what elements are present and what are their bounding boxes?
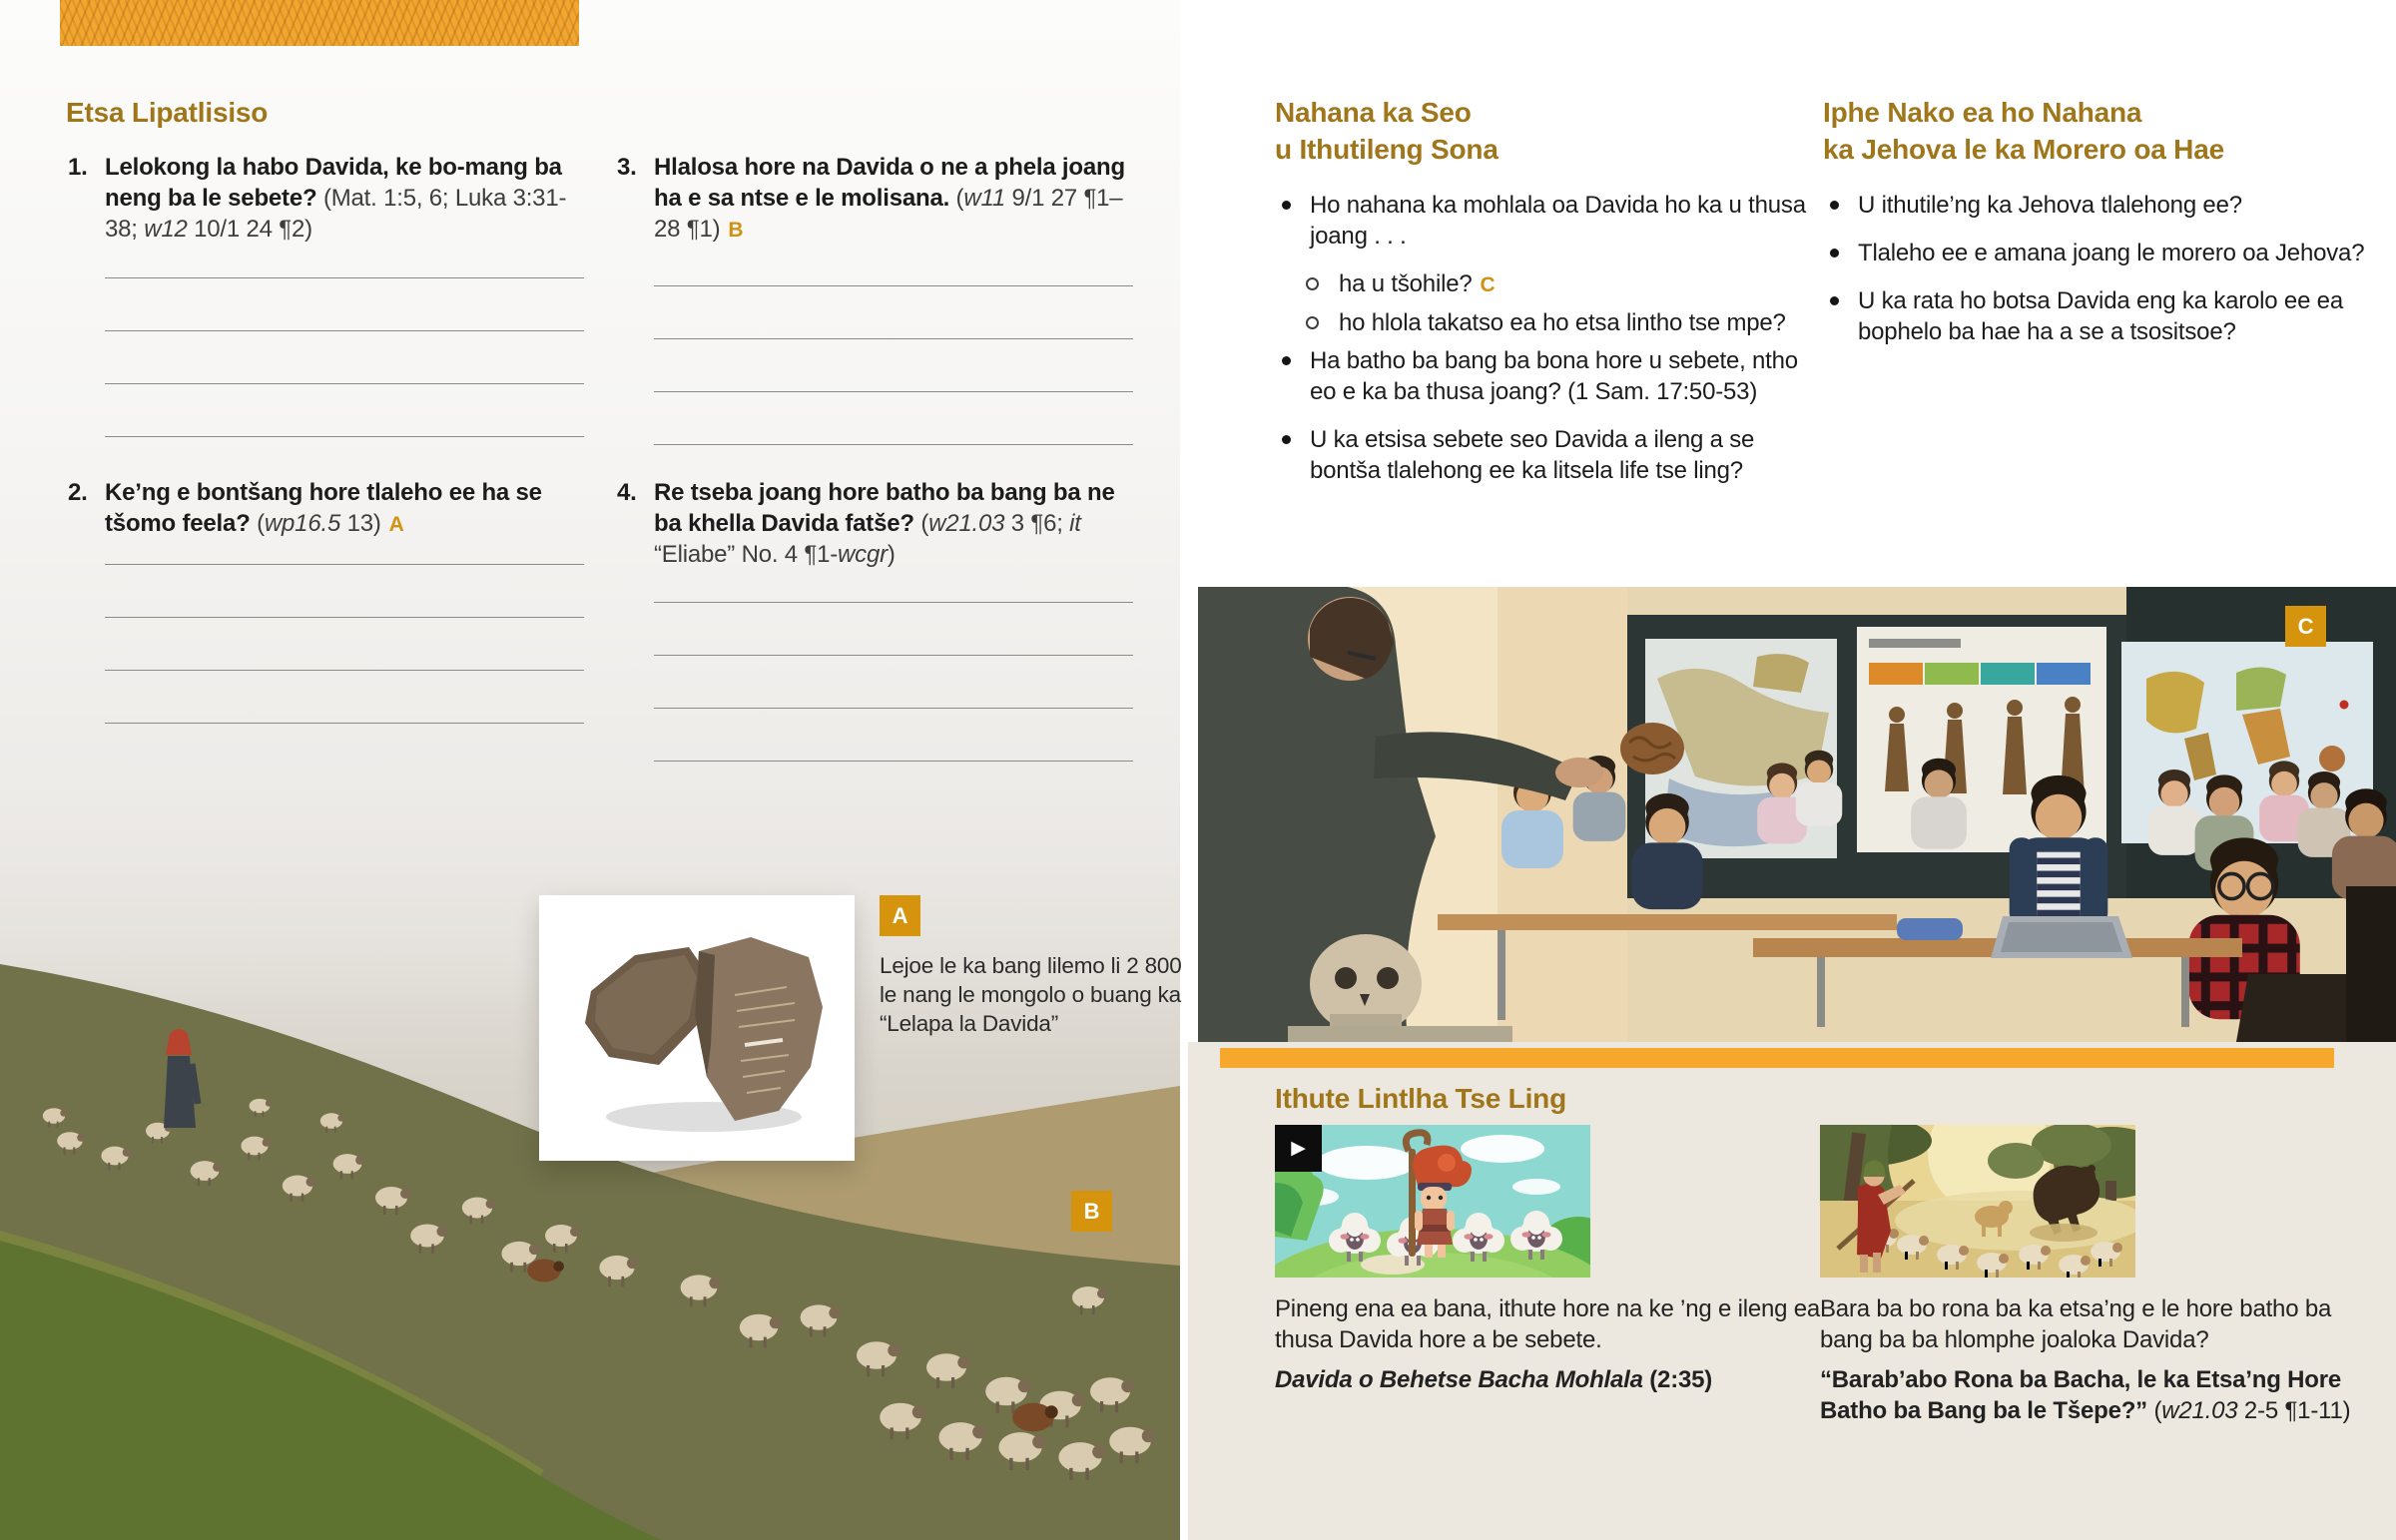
question-3 — [617, 152, 1128, 246]
discuss-section-title — [1275, 94, 1814, 168]
artifact-caption: Lejoe le ka bang lilemo li 2 800 le nang le mongolo o buang ka “Lelapa la Davida” — [880, 953, 1182, 1036]
meditate-bullet-list — [1823, 190, 2370, 364]
discuss-bullet-list — [1275, 190, 1811, 503]
answer-writing-line[interactable] — [105, 331, 584, 384]
meditation-point: U ithutile’ng ka Jehova tlalehong ee? — [1823, 190, 2370, 221]
discussion-subpoint: ho hlola takatso ea ho etsa lintho tse mpe? — [1275, 307, 1811, 338]
article-card-title[interactable]: “Barab’abo Rona ba Bacha, le ka Etsa’ng Hore Batho ba Bang ba le Tšepe?” (w21.03 2-5 ¶1-11) — [1820, 1366, 2351, 1424]
discussion-point: Ho nahana ka mohlala oa Davida ho ka u thusa joang . . . — [1275, 190, 1811, 252]
meditate-title-line2: ka Jehova le ka Morero oa Hae — [1823, 134, 2224, 165]
answer-writing-line[interactable] — [105, 565, 584, 618]
pencil-case — [1897, 918, 1963, 940]
question-text: Lelokong la habo Davida, ke bo-mang ba neng ba le sebete? (Mat. 1:5, 6; Luka 3:31-38; w12 10/1 24 ¶2) — [105, 154, 567, 243]
answer-lines-q2 — [105, 512, 584, 724]
article-card-text — [1820, 1293, 2367, 1426]
video-card-title[interactable]: Davida o Behetse Bacha Mohlala (2:35) — [1275, 1366, 1713, 1393]
answer-writing-line[interactable] — [654, 550, 1133, 603]
meditate-title-line1: Iphe Nako ea ho Nahana — [1823, 97, 2142, 128]
answer-writing-line[interactable] — [654, 656, 1133, 709]
meditate-section-title — [1823, 94, 2382, 168]
question-text: Ke’ng e bontšang hore tlaleho ee ha se tšomo feela? (wp16.5 13) A — [105, 479, 542, 537]
discuss-title-line2: u Ithutileng Sona — [1275, 134, 1498, 165]
discussion-point: Ha batho ba bang ba bona hore u sebete, ntho eo e ka ba thusa joang? (1 Sam. 17:50-53) — [1275, 345, 1811, 407]
answer-writing-line[interactable] — [654, 392, 1133, 445]
orange-divider-bar — [1220, 1048, 2334, 1068]
answer-writing-line[interactable] — [105, 226, 584, 278]
research-section-title: Etsa Lipatlisiso — [66, 97, 269, 128]
answer-lines-q4 — [654, 550, 1133, 762]
question-text: Re tseba joang hore batho ba bang ba ne ba khella Davida fatše? (w21.03 3 ¶6; it “Eliabe” No. 4 ¶1-wcgr) — [654, 479, 1115, 568]
answer-writing-line[interactable] — [654, 603, 1133, 656]
learn-more-title: Ithute Lintlha Tse Ling — [1275, 1083, 1566, 1114]
question-number: 3. — [617, 154, 637, 181]
classroom-photo — [1198, 587, 2396, 1042]
answer-writing-line[interactable] — [105, 278, 584, 331]
answer-writing-line[interactable] — [654, 709, 1133, 762]
answer-writing-line[interactable] — [105, 618, 584, 671]
answer-writing-line[interactable] — [105, 512, 584, 565]
article-card-caption: Bara ba bo rona ba ka etsa’ng e le hore batho ba bang ba ba hlomphe joaloka Davida? — [1820, 1295, 2332, 1353]
question-number: 1. — [68, 154, 88, 181]
answer-lines-q1 — [105, 226, 584, 437]
video-card-caption: Pineng ena ea bana, ithute hore na ke ’ng e ileng ea thusa Davida hore a be sebete. — [1275, 1295, 1821, 1353]
question-text: Hlalosa hore na Davida o ne a phela joang ha e sa ntse e le molisana. (w11 9/1 27 ¶1–28 ¶1) B — [654, 154, 1125, 243]
desk — [1438, 914, 1897, 930]
image-label-a: A — [880, 895, 920, 936]
discussion-point: U ka etsisa sebete seo Davida a ileng a se bontša tlalehong ee ka litsela life tse ling? — [1275, 424, 1811, 486]
play-button-icon[interactable]: ▶ — [1275, 1125, 1322, 1172]
inline-image-ref-letter: C — [1480, 273, 1496, 296]
tel-dan-stone-photo — [539, 895, 855, 1161]
meditation-point: Tlaleho ee e amana joang le morero oa Jehova? — [1823, 238, 2370, 268]
answer-writing-line[interactable] — [654, 339, 1133, 392]
video-thumbnail-david-shepherd[interactable] — [1275, 1125, 1590, 1278]
answer-writing-line[interactable] — [654, 286, 1133, 339]
answer-writing-line[interactable] — [654, 234, 1133, 286]
discussion-subpoint: ha u tšohile? C — [1275, 268, 1811, 300]
answer-writing-line[interactable] — [105, 384, 584, 437]
brain-model — [1620, 723, 1684, 774]
video-card-text — [1275, 1293, 1822, 1395]
question-number: 2. — [68, 479, 88, 506]
answer-lines-q3 — [654, 234, 1133, 445]
question-number: 4. — [617, 479, 637, 506]
inline-image-ref-letter: B — [728, 219, 744, 242]
image-label-c: C — [2285, 606, 2326, 647]
meditation-point: U ka rata ho botsa Davida eng ka karolo ee ea bophelo ba hae ha a se a tsositsoe? — [1823, 285, 2370, 347]
illustration-david-bear[interactable] — [1820, 1125, 2135, 1278]
inline-image-ref-letter: A — [388, 513, 404, 536]
discuss-title-line1: Nahana ka Seo — [1275, 97, 1472, 128]
decorative-orange-banner — [60, 0, 579, 46]
answer-writing-line[interactable] — [105, 671, 584, 724]
image-label-b: B — [1071, 1191, 1112, 1232]
